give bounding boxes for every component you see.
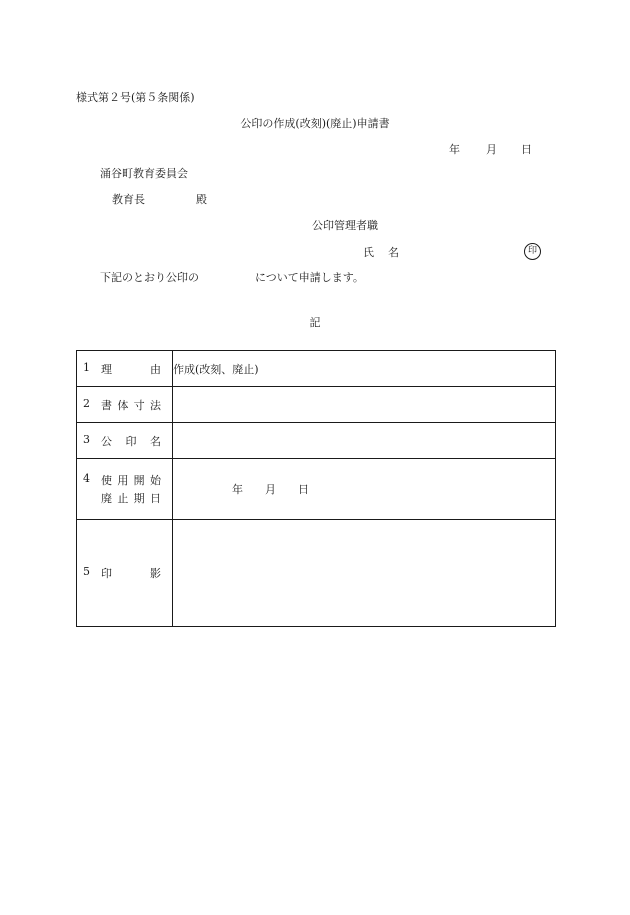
label-char: 止 — [117, 492, 129, 505]
addressee-organization: 涌谷町教育委員会 — [100, 167, 188, 180]
label-char: 公 — [101, 434, 112, 448]
application-table — [76, 350, 556, 627]
table-row — [77, 423, 556, 459]
period-value-cell[interactable] — [173, 459, 556, 520]
label-char: 印 — [101, 567, 112, 580]
period-month-label: 月 — [265, 483, 276, 496]
document-title: 公印の作成(改刻)(廃止)申請書 — [240, 117, 390, 130]
row-number: 5 — [83, 565, 90, 578]
applicant-name-label: 氏名 — [363, 246, 413, 259]
label-char: 印 — [125, 434, 137, 448]
label-char: 影 — [150, 567, 161, 580]
label-char: 用 — [117, 474, 129, 487]
form-number: 様式第２号(第５条関係) — [76, 91, 195, 104]
row-number: 4 — [83, 472, 90, 485]
table-row — [77, 459, 556, 520]
row-label-cell — [77, 351, 173, 387]
table-row — [77, 351, 556, 387]
table-row — [77, 387, 556, 423]
row-label-cell — [77, 459, 173, 520]
seal-impression-cell[interactable] — [173, 520, 556, 627]
label-char: 名 — [150, 434, 161, 448]
period-year-label: 年 — [232, 483, 243, 496]
label-char: 書 — [101, 398, 112, 412]
label-char: 始 — [149, 474, 161, 487]
label-char: 法 — [149, 398, 161, 412]
row-label-cell — [77, 387, 173, 423]
seal-mark: 印 — [524, 243, 541, 260]
label-char: 日 — [149, 492, 161, 505]
seal-name-value-cell[interactable] — [173, 423, 556, 459]
addressee-title: 教育長 — [112, 193, 145, 206]
label-char: 寸 — [133, 398, 145, 412]
applicant-position-label: 公印管理者職 — [312, 219, 378, 232]
row-label-cell — [77, 423, 173, 459]
period-day-label: 日 — [298, 483, 309, 496]
row-number: 1 — [83, 360, 90, 374]
label-char: 期 — [133, 492, 145, 505]
label-char: 理 — [101, 362, 112, 376]
label-char: 由 — [150, 362, 161, 376]
font-size-value-cell[interactable] — [173, 387, 556, 423]
request-text-after: について申請します。 — [255, 271, 364, 284]
date-month-label: 月 — [486, 143, 497, 156]
table-row — [77, 520, 556, 627]
label-char: 使 — [101, 474, 112, 487]
row-number: 3 — [83, 432, 90, 446]
request-text-before: 下記のとおり公印の — [100, 271, 199, 284]
row-number: 2 — [83, 396, 90, 410]
label-char: 廃 — [101, 492, 112, 505]
date-year-label: 年 — [449, 143, 460, 156]
label-char: 開 — [133, 474, 145, 487]
reason-value-cell[interactable]: 作成(改刻、廃止) — [173, 351, 556, 387]
ki-heading: 記 — [309, 316, 321, 329]
row-label-cell — [77, 520, 173, 627]
label-char: 体 — [117, 398, 129, 412]
date-day-label: 日 — [521, 143, 532, 156]
addressee-honorific: 殿 — [196, 193, 207, 206]
